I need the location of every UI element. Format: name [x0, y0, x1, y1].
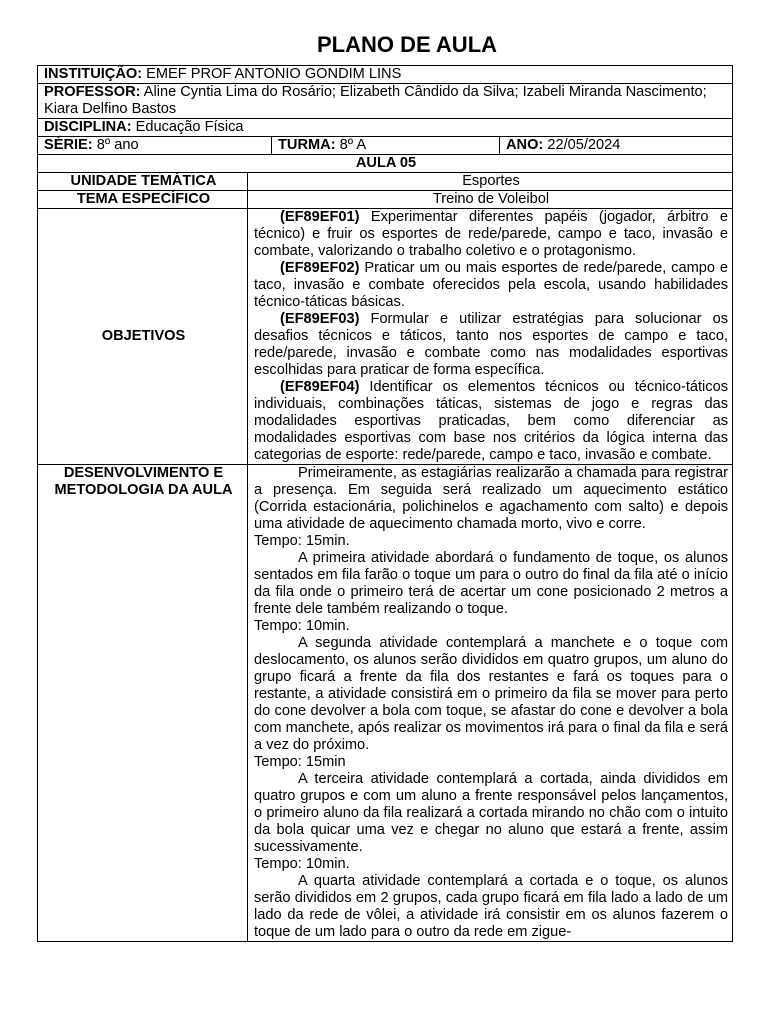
serie-value: 8º ano: [92, 137, 139, 153]
professor-cell: [38, 84, 733, 119]
atividade-text: A segunda atividade contemplará a manchete e o toque com deslocamento, os alunos serão divididos em quatro grupos, um aluno do grupo ficará a frente da fila dos restantes e fará os toques para o restante, a atividade consistirá em o primeiro da fila se mover para perto do cone devolver a bola com toque, se afastar do cone e devolver a bola com manchete, após realizar os movimentos irá para o final da fila e será a vez do próximo.: [254, 635, 728, 753]
objetivo-code: (EF89EF04): [280, 379, 360, 395]
row-aula: [38, 155, 733, 173]
row-disciplina: [38, 119, 733, 137]
tema-label: TEMA ESPECÍFICO: [38, 191, 248, 209]
atividade-tempo: Tempo: 10min.: [254, 856, 350, 872]
objetivo-item: [254, 311, 728, 379]
turma-cell: [272, 137, 500, 155]
ano-cell: [500, 137, 733, 155]
professor-label: PROFESSOR:: [44, 84, 141, 100]
unidade-label: UNIDADE TEMÁTICA: [38, 173, 248, 191]
ano-value: 22/05/2024: [543, 137, 621, 153]
atividade-text: A terceira atividade contemplará a cortada, ainda divididos em quatro grupos e com um aluno a frente responsável pelos lançamentos, o primeiro aluno da fila realizará a cortada mirando no chão com o intuito da bola quicar uma vez e chegar no aluno que estará a frente, assim sucessivamente.: [254, 771, 728, 855]
desenvolvimento-label: DESENVOLVIMENTO E METODOLOGIA DA AULA: [38, 465, 248, 942]
objetivo-item: [254, 260, 728, 311]
row-instituicao: [38, 66, 733, 84]
objetivos-label: OBJETIVOS: [38, 209, 248, 465]
instituicao-cell: [38, 66, 733, 84]
atividade-text: Primeiramente, as estagiárias realizarão a chamada para registrar a presença. Em seguida será realizado um aquecimento estático (Corrida estacionária, polichinelos e agachamento com salto) e depois uma atividade de aquecimento chamada morto, vivo e corre.: [254, 465, 728, 532]
turma-value: 8º A: [335, 137, 367, 153]
page-title: PLANO DE AULA: [316, 32, 498, 57]
atividade-tempo: Tempo: 10min.: [254, 618, 350, 634]
instituicao-value: EMEF PROF ANTONIO GONDIM LINS: [142, 66, 402, 82]
objetivo-code: (EF89EF02): [280, 260, 360, 276]
atividade-text: A quarta atividade contemplará a cortada e o toque, os alunos serão divididos em 2 grupos, cada grupo ficará em fila lado a lado de um lado da rede de vôlei, a atividade irá consistir em os alunos fazerem o toque de um lado para o outro da rede em zigue-: [254, 873, 728, 940]
tema-value: Treino de Voleibol: [248, 191, 733, 209]
objetivo-code: (EF89EF01): [280, 209, 360, 225]
atividade-text: A primeira atividade abordará o fundamento de toque, os alunos sentados em fila farão o toque um para o outro do final da fila até o início da fila onde o primeiro terá de acertar um cone posicionado 2 metros a frente dele também realizando o toque.: [254, 550, 728, 617]
objetivo-item: [254, 209, 728, 260]
row-unidade: [38, 173, 733, 191]
row-desenvolvimento: [38, 465, 733, 942]
desenvolvimento-content: [248, 465, 733, 942]
serie-label: SÉRIE:: [44, 137, 93, 153]
ano-label: ANO:: [506, 137, 544, 153]
objetivo-text: Formular e utilizar estratégias para solucionar os desafios técnicos e táticos, tanto nos esportes de campo e taco, rede/parede, invasão e combate como nas modalidades esportivas escolhidas para praticar de forma específica.: [254, 311, 728, 378]
disciplina-value: Educação Física: [131, 119, 244, 135]
unidade-value: Esportes: [248, 173, 733, 191]
objetivos-content: [248, 209, 733, 465]
serie-cell: [38, 137, 272, 155]
disciplina-cell: [38, 119, 733, 137]
row-objetivos: [38, 209, 733, 465]
objetivo-item: [254, 379, 728, 464]
lesson-plan-table: [37, 65, 733, 942]
professor-value: Aline Cyntia Lima do Rosário; Elizabeth Cândido da Silva; Izabeli Miranda Nascimento; Kiara Delfino Bastos: [44, 84, 707, 117]
atividade-tempo: Tempo: 15min.: [254, 533, 350, 549]
objetivo-text: Identificar os elementos técnicos ou técnico-táticos individuais, combinações táticas, sistemas de jogo e regras das modalidades esportivas praticadas, bem como diferenciar as modalidades esportivas com base nos critérios da lógica interna das categorias de esporte: rede/parede, campo e taco, invasão e combate.: [254, 379, 728, 463]
objetivo-code: (EF89EF03): [280, 311, 360, 327]
objetivo-text: Experimentar diferentes papéis (jogador, árbitro e técnico) e fruir os esportes de rede/parede, campo e taco, invasão e combate, valorizando o trabalho coletivo e o protagonismo.: [254, 209, 728, 259]
row-serie-turma-ano: [38, 137, 733, 155]
aula-number: AULA 05: [38, 155, 733, 173]
objetivo-text: Praticar um ou mais esportes de rede/parede, campo e taco, invasão e combate oferecidos pela escola, usando habilidades técnico-táticas básicas.: [254, 260, 728, 310]
disciplina-label: DISCIPLINA:: [44, 119, 132, 135]
row-tema: [38, 191, 733, 209]
instituicao-label: INSTITUIÇÃO:: [44, 66, 143, 82]
row-professor: [38, 84, 733, 119]
turma-label: TURMA:: [278, 137, 336, 153]
atividade-tempo: Tempo: 15min: [254, 754, 346, 770]
